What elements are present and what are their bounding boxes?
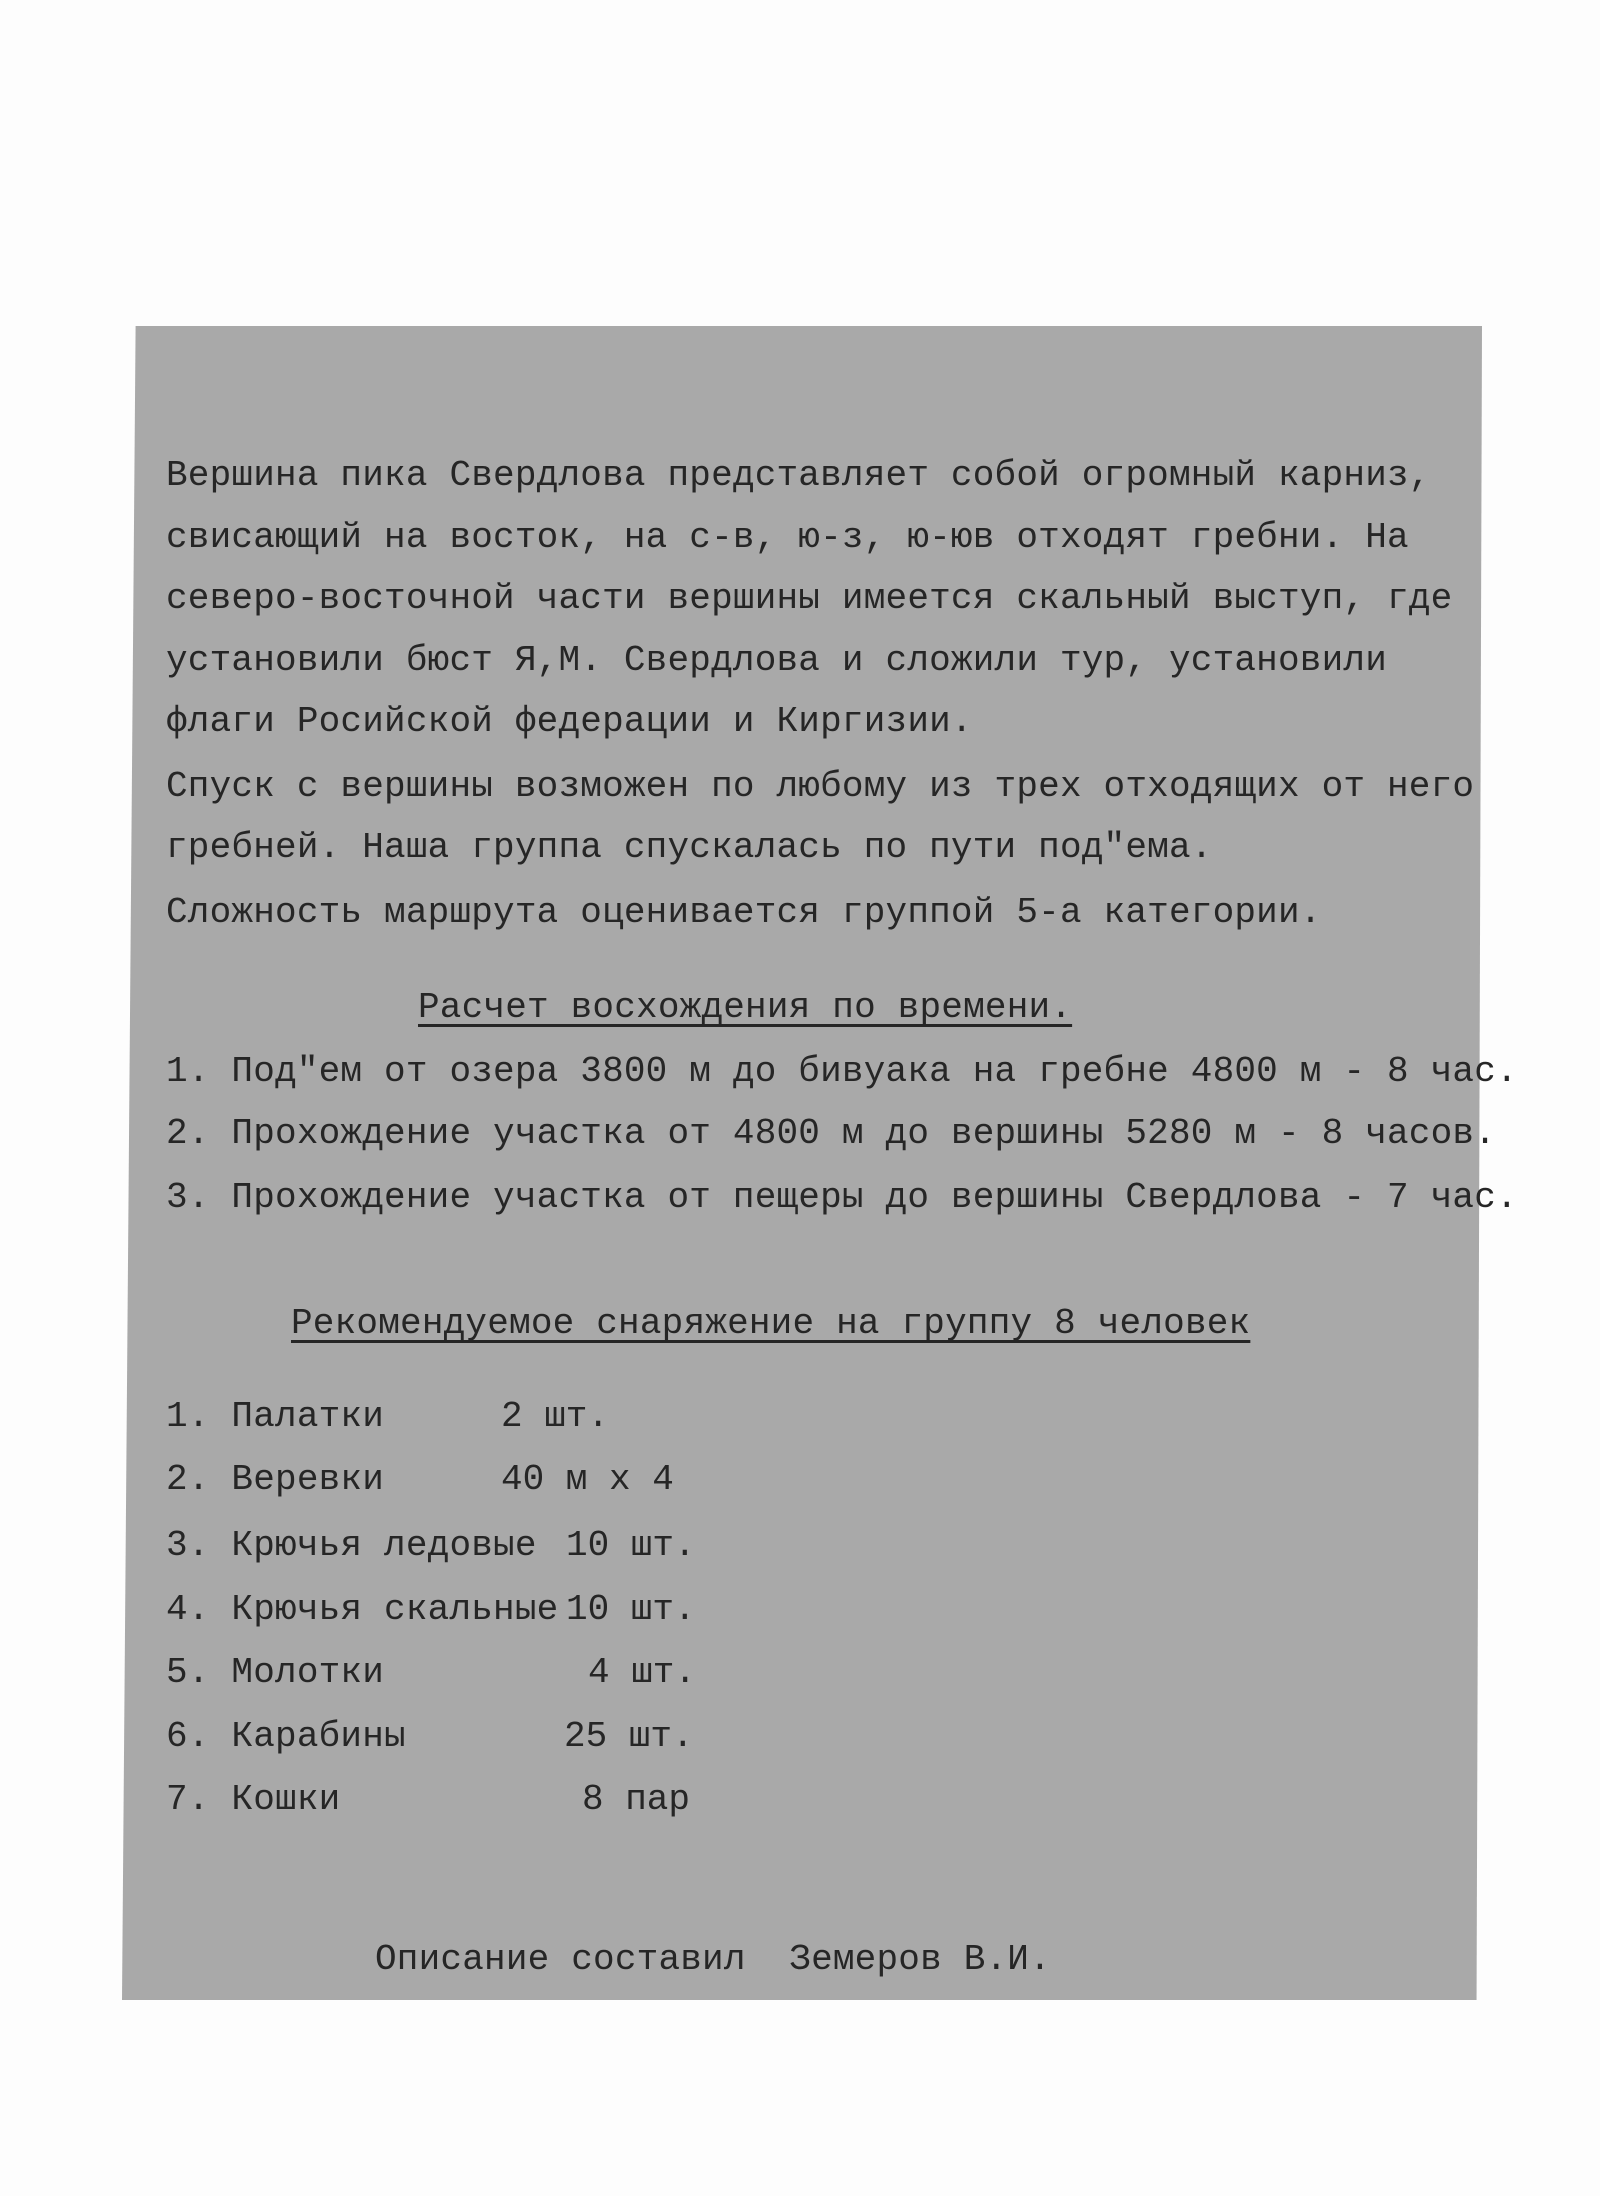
- equipment-name: 2. Веревки: [166, 1459, 385, 1500]
- equipment-name: 1. Палатки: [166, 1396, 385, 1437]
- timing-item: 2. Прохождение участка от 4800 м до вершины 5280 м - 8 часов.: [166, 1113, 1497, 1154]
- text-line: Вершина пика Свердлова представляет собой огромный карниз,: [166, 455, 1431, 496]
- equipment-name: 5. Молотки: [166, 1652, 385, 1693]
- equipment-qty: 25 шт.: [564, 1716, 694, 1757]
- equipment-name: 4. Крючья скальные: [166, 1589, 559, 1630]
- equipment-qty: 4 шт.: [588, 1652, 697, 1693]
- equipment-qty: 8 пар: [582, 1779, 691, 1820]
- equipment-qty: 10 шт.: [566, 1589, 696, 1630]
- equipment-name: 6. Карабины: [166, 1716, 406, 1757]
- text-line: флаги Росийской федерации и Киргизии.: [166, 701, 973, 742]
- signature-line: Описание составил Земеров В.И.: [375, 1939, 1051, 1980]
- timing-heading: Расчет восхождения по времени.: [418, 987, 1073, 1028]
- equipment-qty: 2 шт.: [501, 1396, 610, 1437]
- equipment-qty: 40 м х 4: [501, 1459, 674, 1500]
- text-line: Спуск с вершины возможен по любому из трех отходящих от него: [166, 766, 1475, 807]
- equipment-qty: 10 шт.: [566, 1525, 696, 1566]
- text-line: установили бюст Я,М. Свердлова и сложили тур, установили: [166, 640, 1387, 681]
- equipment-heading: Рекомендуемое снаряжение на группу 8 человек: [291, 1303, 1251, 1344]
- text-line: свисающий на восток, на с-в, ю-з, ю-юв отходят гребни. На: [166, 517, 1409, 558]
- text-line: северо-восточной части вершины имеется скальный выступ, где: [166, 578, 1453, 619]
- equipment-name: 7. Кошки: [166, 1779, 341, 1820]
- text-line: Сложность маршрута оценивается группой 5-а категории.: [166, 892, 1322, 933]
- timing-item: 3. Прохождение участка от пещеры до вершины Свердлова - 7 час.: [166, 1177, 1518, 1218]
- equipment-name: 3. Крючья ледовые: [166, 1525, 537, 1566]
- text-line: гребней. Наша группа спускалась по пути под"ема.: [166, 827, 1213, 868]
- timing-item: 1. Под"ем от озера 3800 м до бивуака на гребне 4800 м - 8 час.: [166, 1051, 1518, 1092]
